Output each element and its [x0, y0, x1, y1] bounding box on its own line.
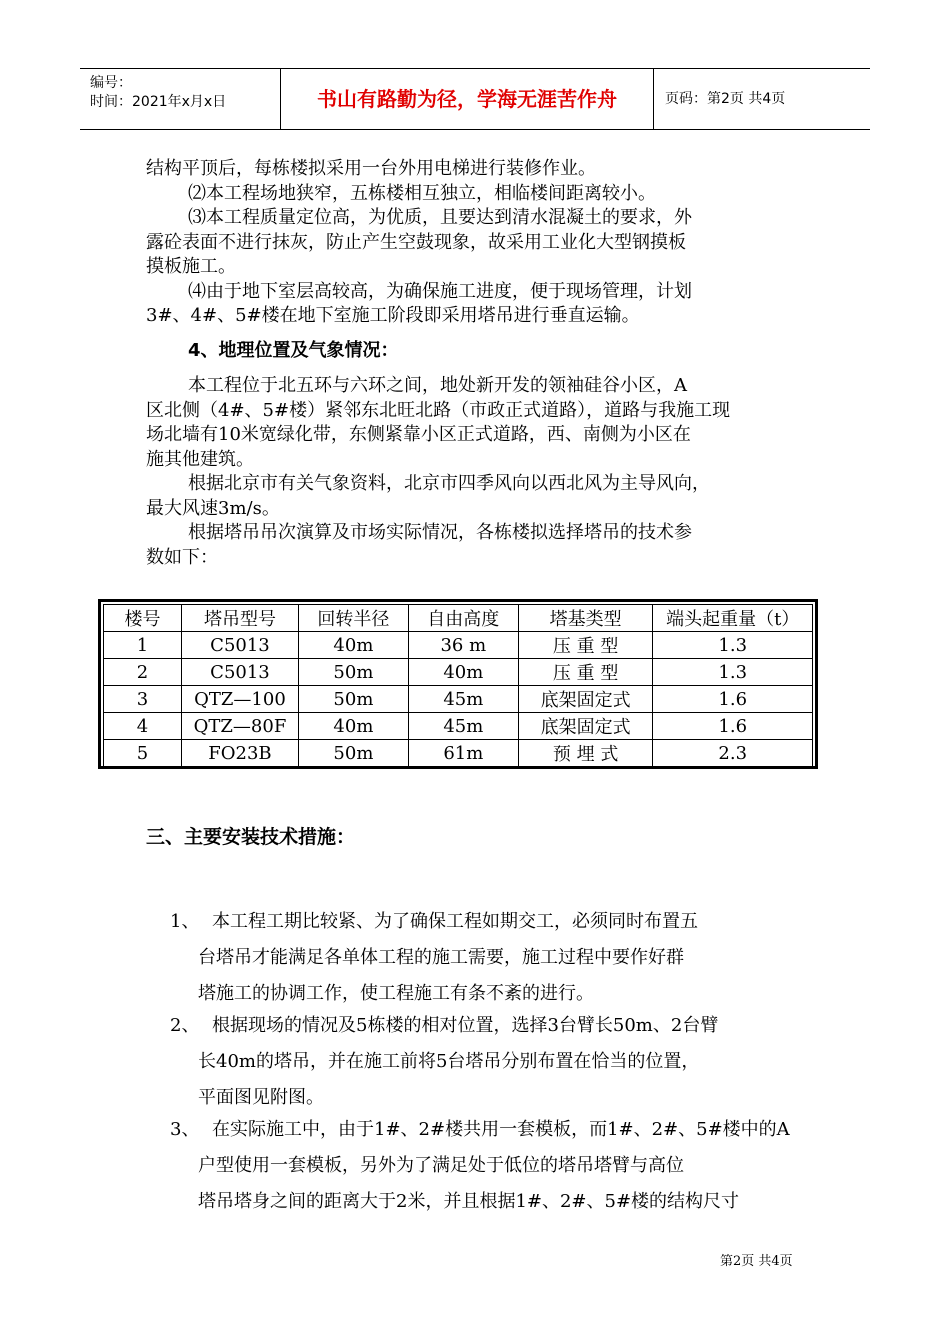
table-header-cell: 自由高度 — [408, 605, 518, 632]
table-header-cell: 端头起重量（t） — [653, 605, 813, 632]
section4-heading: 4、地理位置及气象情况： — [188, 340, 399, 361]
list-item-line: 平面图见附图。 — [198, 1087, 324, 1108]
table-header-cell: 回转半径 — [298, 605, 408, 632]
table-cell: 5 — [104, 740, 182, 767]
table-cell: 底架固定式 — [518, 713, 653, 740]
table-cell: 1.3 — [653, 659, 813, 686]
header-meta — [80, 69, 281, 129]
intro-p3-line1: ⑶本工程质量定位高，为优质，且要达到清水混凝土的要求，外 — [188, 207, 692, 228]
list-item-line: 户型使用一套模板，另外为了满足处于低位的塔吊塔臂与高位 — [198, 1155, 684, 1176]
table-header-cell: 塔基类型 — [518, 605, 653, 632]
table-cell: 1.6 — [653, 713, 813, 740]
list-item-line: 长40m的塔吊，并在施工前将5台塔吊分别布置在恰当的位置， — [198, 1051, 700, 1072]
intro-p4-line1: ⑷由于地下室层高较高，为确保施工进度，便于现场管理，计划 — [188, 280, 692, 302]
table-cell: 压 重 型 — [518, 632, 653, 659]
section4-body — [146, 374, 810, 570]
list-item — [170, 1112, 810, 1222]
intro-p2: ⑵本工程场地狭窄，五栋楼相互独立，相临楼间距离较小。 — [188, 182, 656, 204]
table-cell: 45m — [408, 686, 518, 713]
table-cell: 1 — [104, 632, 182, 659]
list-item-line: 在实际施工中，由于1#、2#楼共用一套模板，而1#、2#、5#楼中的A — [212, 1119, 790, 1140]
table-header-cell: 塔吊型号 — [181, 605, 298, 632]
table-cell: 预 埋 式 — [518, 740, 653, 767]
table-cell: 压 重 型 — [518, 659, 653, 686]
crane-table-frame — [98, 599, 818, 769]
table-cell: C5013 — [181, 659, 298, 686]
section4-p1-line1: 本工程位于北五环与六环之间，地处新开发的领袖硅谷小区，A — [188, 375, 687, 396]
table-row — [104, 740, 813, 767]
header-page-label: 页码：第2页 共4页 — [665, 91, 786, 107]
table-cell: 40m — [298, 632, 408, 659]
table-cell: QTZ—100 — [181, 686, 298, 713]
table-cell: 36 m — [408, 632, 518, 659]
table-cell: 1.3 — [653, 632, 813, 659]
list-item-line: 根据现场的情况及5栋楼的相对位置，选择3台臂长50m、2台臂 — [212, 1015, 719, 1036]
list-item-text — [198, 1008, 810, 1116]
table-cell: 50m — [298, 659, 408, 686]
list-item-number: 2、 — [170, 1015, 200, 1036]
table-cell: 2 — [104, 659, 182, 686]
table-cell: 4 — [104, 713, 182, 740]
table-cell: FO23B — [181, 740, 298, 767]
table-cell: QTZ—80F — [181, 713, 298, 740]
list-item-number: 1、 — [170, 911, 200, 932]
table-cell: 底架固定式 — [518, 686, 653, 713]
section3-heading: 三、主要安装技术措施： — [146, 826, 356, 848]
table-cell: 3 — [104, 686, 182, 713]
intro-line1: 结构平顶后，每栋楼拟采用一台外用电梯进行装修作业。 — [146, 158, 596, 179]
table-cell: 40m — [298, 713, 408, 740]
table-cell: 50m — [298, 740, 408, 767]
table-cell: C5013 — [181, 632, 298, 659]
page-header — [80, 68, 870, 130]
section4-p3-line1: 根据塔吊吊次演算及市场实际情况，各栋楼拟选择塔吊的技术参 — [188, 522, 692, 543]
list-item-line: 塔施工的协调工作，使工程施工有条不紊的进行。 — [198, 983, 594, 1004]
section4-p1-line3: 场北墙有10米宽绿化带，东侧紧靠小区正式道路，西、南侧为小区在 — [146, 424, 691, 445]
table-cell: 40m — [408, 659, 518, 686]
table-row — [104, 686, 813, 713]
header-motto: 书山有路勤为径，学海无涯苦作舟 — [281, 69, 654, 129]
list-item-text — [198, 1112, 810, 1220]
list-item — [170, 1008, 810, 1118]
page-footer: 第2页 共4页 — [720, 1254, 793, 1269]
list-item — [170, 904, 810, 1014]
section4-p2-line2: 最大风速3m/s。 — [146, 497, 280, 519]
table-header-cell: 楼号 — [104, 605, 182, 632]
intro-p3-line3: 摸板施工。 — [146, 256, 236, 277]
list-item-line: 塔吊塔身之间的距离大于2米，并且根据1#、2#、5#楼的结构尺寸 — [198, 1191, 740, 1212]
section4-p1-line4: 施其他建筑。 — [146, 448, 254, 470]
list-item-line: 本工程工期比较紧、为了确保工程如期交工，必须同时布置五 — [212, 911, 698, 932]
table-cell: 2.3 — [653, 740, 813, 767]
table-cell: 61m — [408, 740, 518, 767]
time-label: 时间：2021年x月x日 — [90, 94, 227, 110]
section4-p1-line2: 区北侧（4#、5#楼）紧邻东北旺北路（市政正式道路），道路与我施工现 — [146, 399, 731, 421]
list-item-line: 台塔吊才能满足各单体工程的施工需要，施工过程中要作好群 — [198, 947, 684, 968]
table-row — [104, 659, 813, 686]
code-label: 编号： — [90, 75, 132, 91]
intro-block — [146, 157, 810, 329]
table-cell: 45m — [408, 713, 518, 740]
list-item-number: 3、 — [170, 1119, 200, 1140]
table-header-row — [104, 605, 813, 632]
table-row — [104, 713, 813, 740]
section4-p2-line1: 根据北京市有关气象资料，北京市四季风向以西北风为主导风向， — [188, 473, 710, 494]
intro-p4-line2: 3#、4#、5#楼在地下室施工阶段即采用塔吊进行垂直运输。 — [146, 305, 640, 326]
section4-p3-line2: 数如下： — [146, 546, 218, 568]
intro-p3-line2: 露砼表面不进行抹灰，防止产生空鼓现象，故采用工业化大型钢摸板 — [146, 231, 686, 253]
crane-table — [103, 604, 813, 767]
table-row — [104, 632, 813, 659]
table-cell: 1.6 — [653, 686, 813, 713]
list-item-text — [198, 904, 810, 1012]
table-cell: 50m — [298, 686, 408, 713]
